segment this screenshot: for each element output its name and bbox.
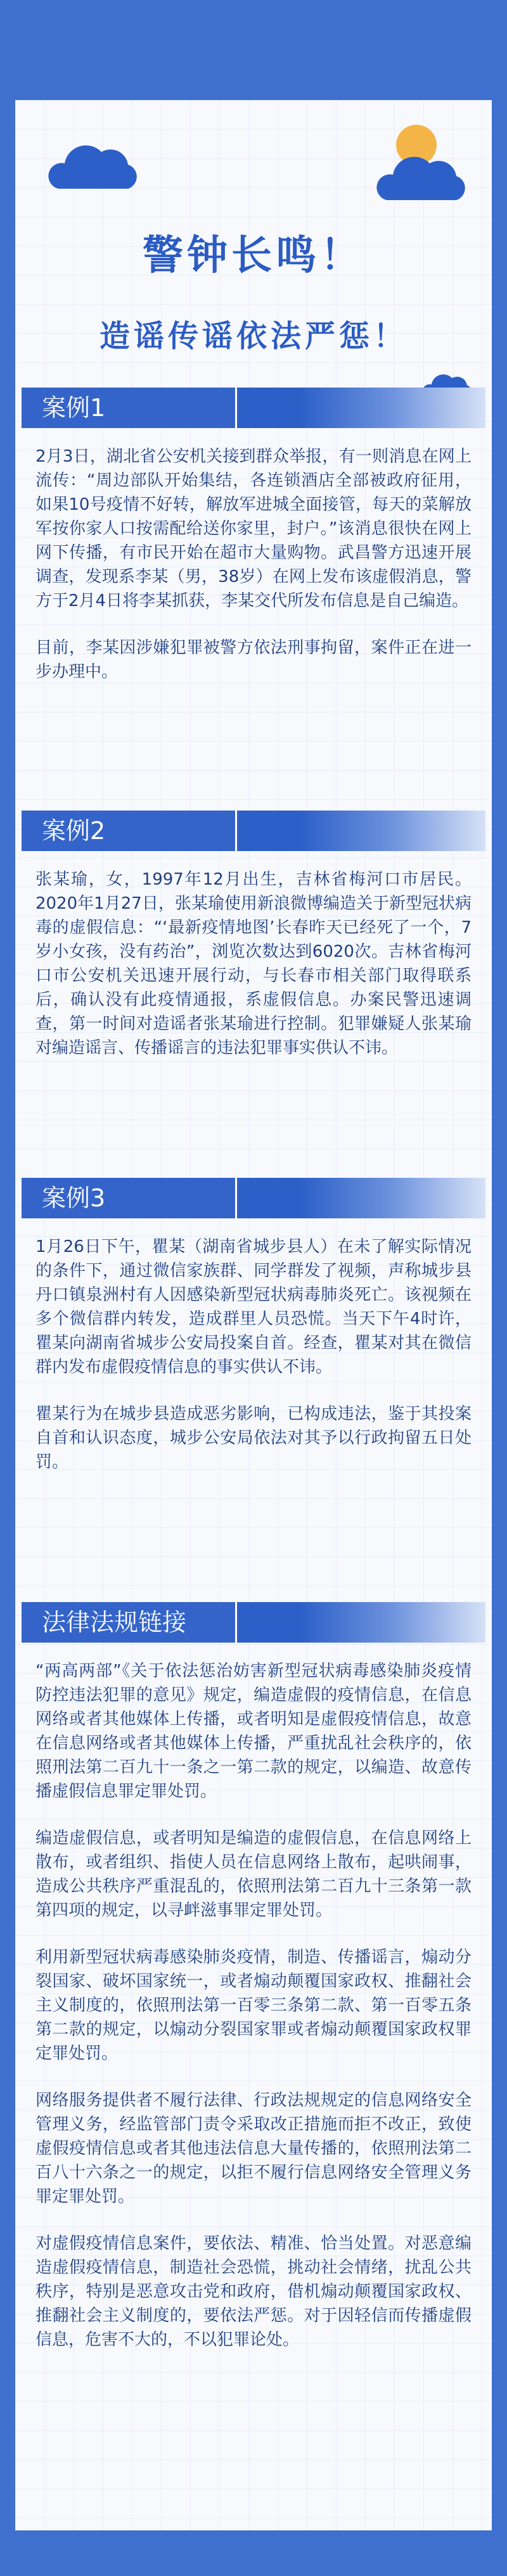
paragraph: 利用新型冠状病毒感染肺炎疫情，制造、传播谣言，煽动分裂国家、破坏国家统一，或者煽动颠覆国家政权、推翻社会主义制度的，依照刑法第一百零三条第二款、第一百零五条第二款的规定，以煽动分裂国家罪或者煽动颠覆国家政权罪定罪处罚。 (35, 1948, 472, 2063)
section-legal-links (22, 1602, 485, 2375)
section-content (22, 1643, 485, 2352)
paragraph: 编造虚假信息，或者明知是编造的虚假信息，在信息网络上散布，或者组织、指使人员在信息网络上散布，起哄闹事，造成公共秩序严重混乱的，依照刑法第二百九十三条第一款第四项的规定，以寻衅滋事罪定罪处罚。 (35, 1829, 472, 1920)
cloud-icon (46, 138, 141, 195)
paragraph: 张某瑜，女，1997年12月出生，吉林省梅河口市居民。2020年1月27日，张某瑜使用新浪微博编造关于新型冠状病毒的虚假信息：“‘最新疫情地图’长春昨天已经死了一个，7岁小女孩，没有药治”，浏览次数达到6020次。吉林省梅河口市公安机关迅速开展行动，与长春市相关部门取得联系后，确认没有此疫情通报，系虚假信息。办案民警迅速调查，第一时间对造谣者张某瑜进行控制。犯罪嫌疑人张某瑜对编造谣言、传播谣言的违法犯罪事实供认不讳。 (35, 870, 472, 1058)
section-label: 案例3 (22, 1178, 237, 1218)
section-header-bar (22, 811, 485, 851)
section-case-2 (22, 811, 485, 1083)
paragraph: 目前，李某因涉嫌犯罪被警方依法刑事拘留，案件正在进一步办理中。 (35, 638, 472, 681)
bottom-band (0, 2530, 507, 2576)
paragraph: 2月3日，湖北省公安机关接到群众举报，有一则消息在网上流传：“周边部队开始集结，各连锁酒店全部被政府征用，如果10号疫情不好转，解放军进城全面接管，每天的菜解放军按你家人口按需配给送你家里，封户。”该消息很快在网上网下传播，有市民开始在超市大量购物。武昌警方迅速开展调查，发现系李某（男，38岁）在网上发布该虚假消息，警方于2月4日将李某抓获，李某交代所发布信息是自己编造。 (35, 447, 472, 610)
paragraph: 1月26日下午，瞿某（湖南省城步县人）在未了解实际情况的条件下，通过微信家族群、同学群发了视频，声称城步县丹口镇泉洲村有人因感染新型冠状病毒肺炎死亡。该视频在多个微信群内转发，造成群里人员恐慌。当天下午4时许，瞿某向湖南省城步公安局投案自首。经查，瞿某对其在微信群内发布虚假疫情信息的事实供认不讳。 (35, 1237, 472, 1377)
page-subtitle: 造谣传谣依法严惩！ (99, 319, 408, 354)
section-content (22, 428, 485, 684)
section-label: 法律法规链接 (22, 1602, 237, 1643)
section-case-1 (22, 388, 485, 707)
section-label: 案例1 (22, 388, 237, 428)
section-header-bar (22, 388, 485, 428)
section-label: 案例2 (22, 811, 237, 851)
section-content (22, 851, 485, 1060)
section-header-bar (22, 1602, 485, 1643)
paragraph: 瞿某行为在城步县造成恶劣影响，已构成违法，鉴于其投案自首和认识态度，城步公安局依法对其予以行政拘留五日处罚。 (35, 1405, 472, 1472)
section-case-3 (22, 1178, 485, 1497)
paragraph: 网络服务提供者不履行法律、行政法规规定的信息网络安全管理义务，经监管部门责令采取改正措施而拒不改正，致使虚假疫情信息或者其他违法信息大量传播的，依照刑法第二百八十六条之一的规定，以拒不履行信息网络安全管理义务罪定罪处罚。 (35, 2091, 472, 2206)
paragraph: 对虚假疫情信息案件，要依法、精准、恰当处置。对恶意编造虚假疫情信息，制造社会恐慌，挑动社会情绪，扰乱公共秩序，特别是恶意攻击党和政府，借机煽动颠覆国家政权、推翻社会主义制度的，要依法严惩。对于因轻信而传播虚假信息，危害不大的，不以犯罪论处。 (35, 2234, 472, 2349)
section-content (22, 1218, 485, 1474)
page-title: 警钟长鸣！ (143, 232, 364, 279)
cloud-icon (374, 149, 469, 206)
section-header-bar (22, 1178, 485, 1218)
paragraph: “两高两部”《关于依法惩治妨害新型冠状病毒感染肺炎疫情防控违法犯罪的意见》规定，编造虚假的疫情信息，在信息网络或者其他媒体上传播，或者明知是虚假疫情信息，故意在信息网络或者其他媒体上传播，严重扰乱社会秩序的，依照刑法第二百九十一条之一第二款的规定，以编造、故意传播虚假信息罪定罪处罚。 (35, 1662, 472, 1801)
